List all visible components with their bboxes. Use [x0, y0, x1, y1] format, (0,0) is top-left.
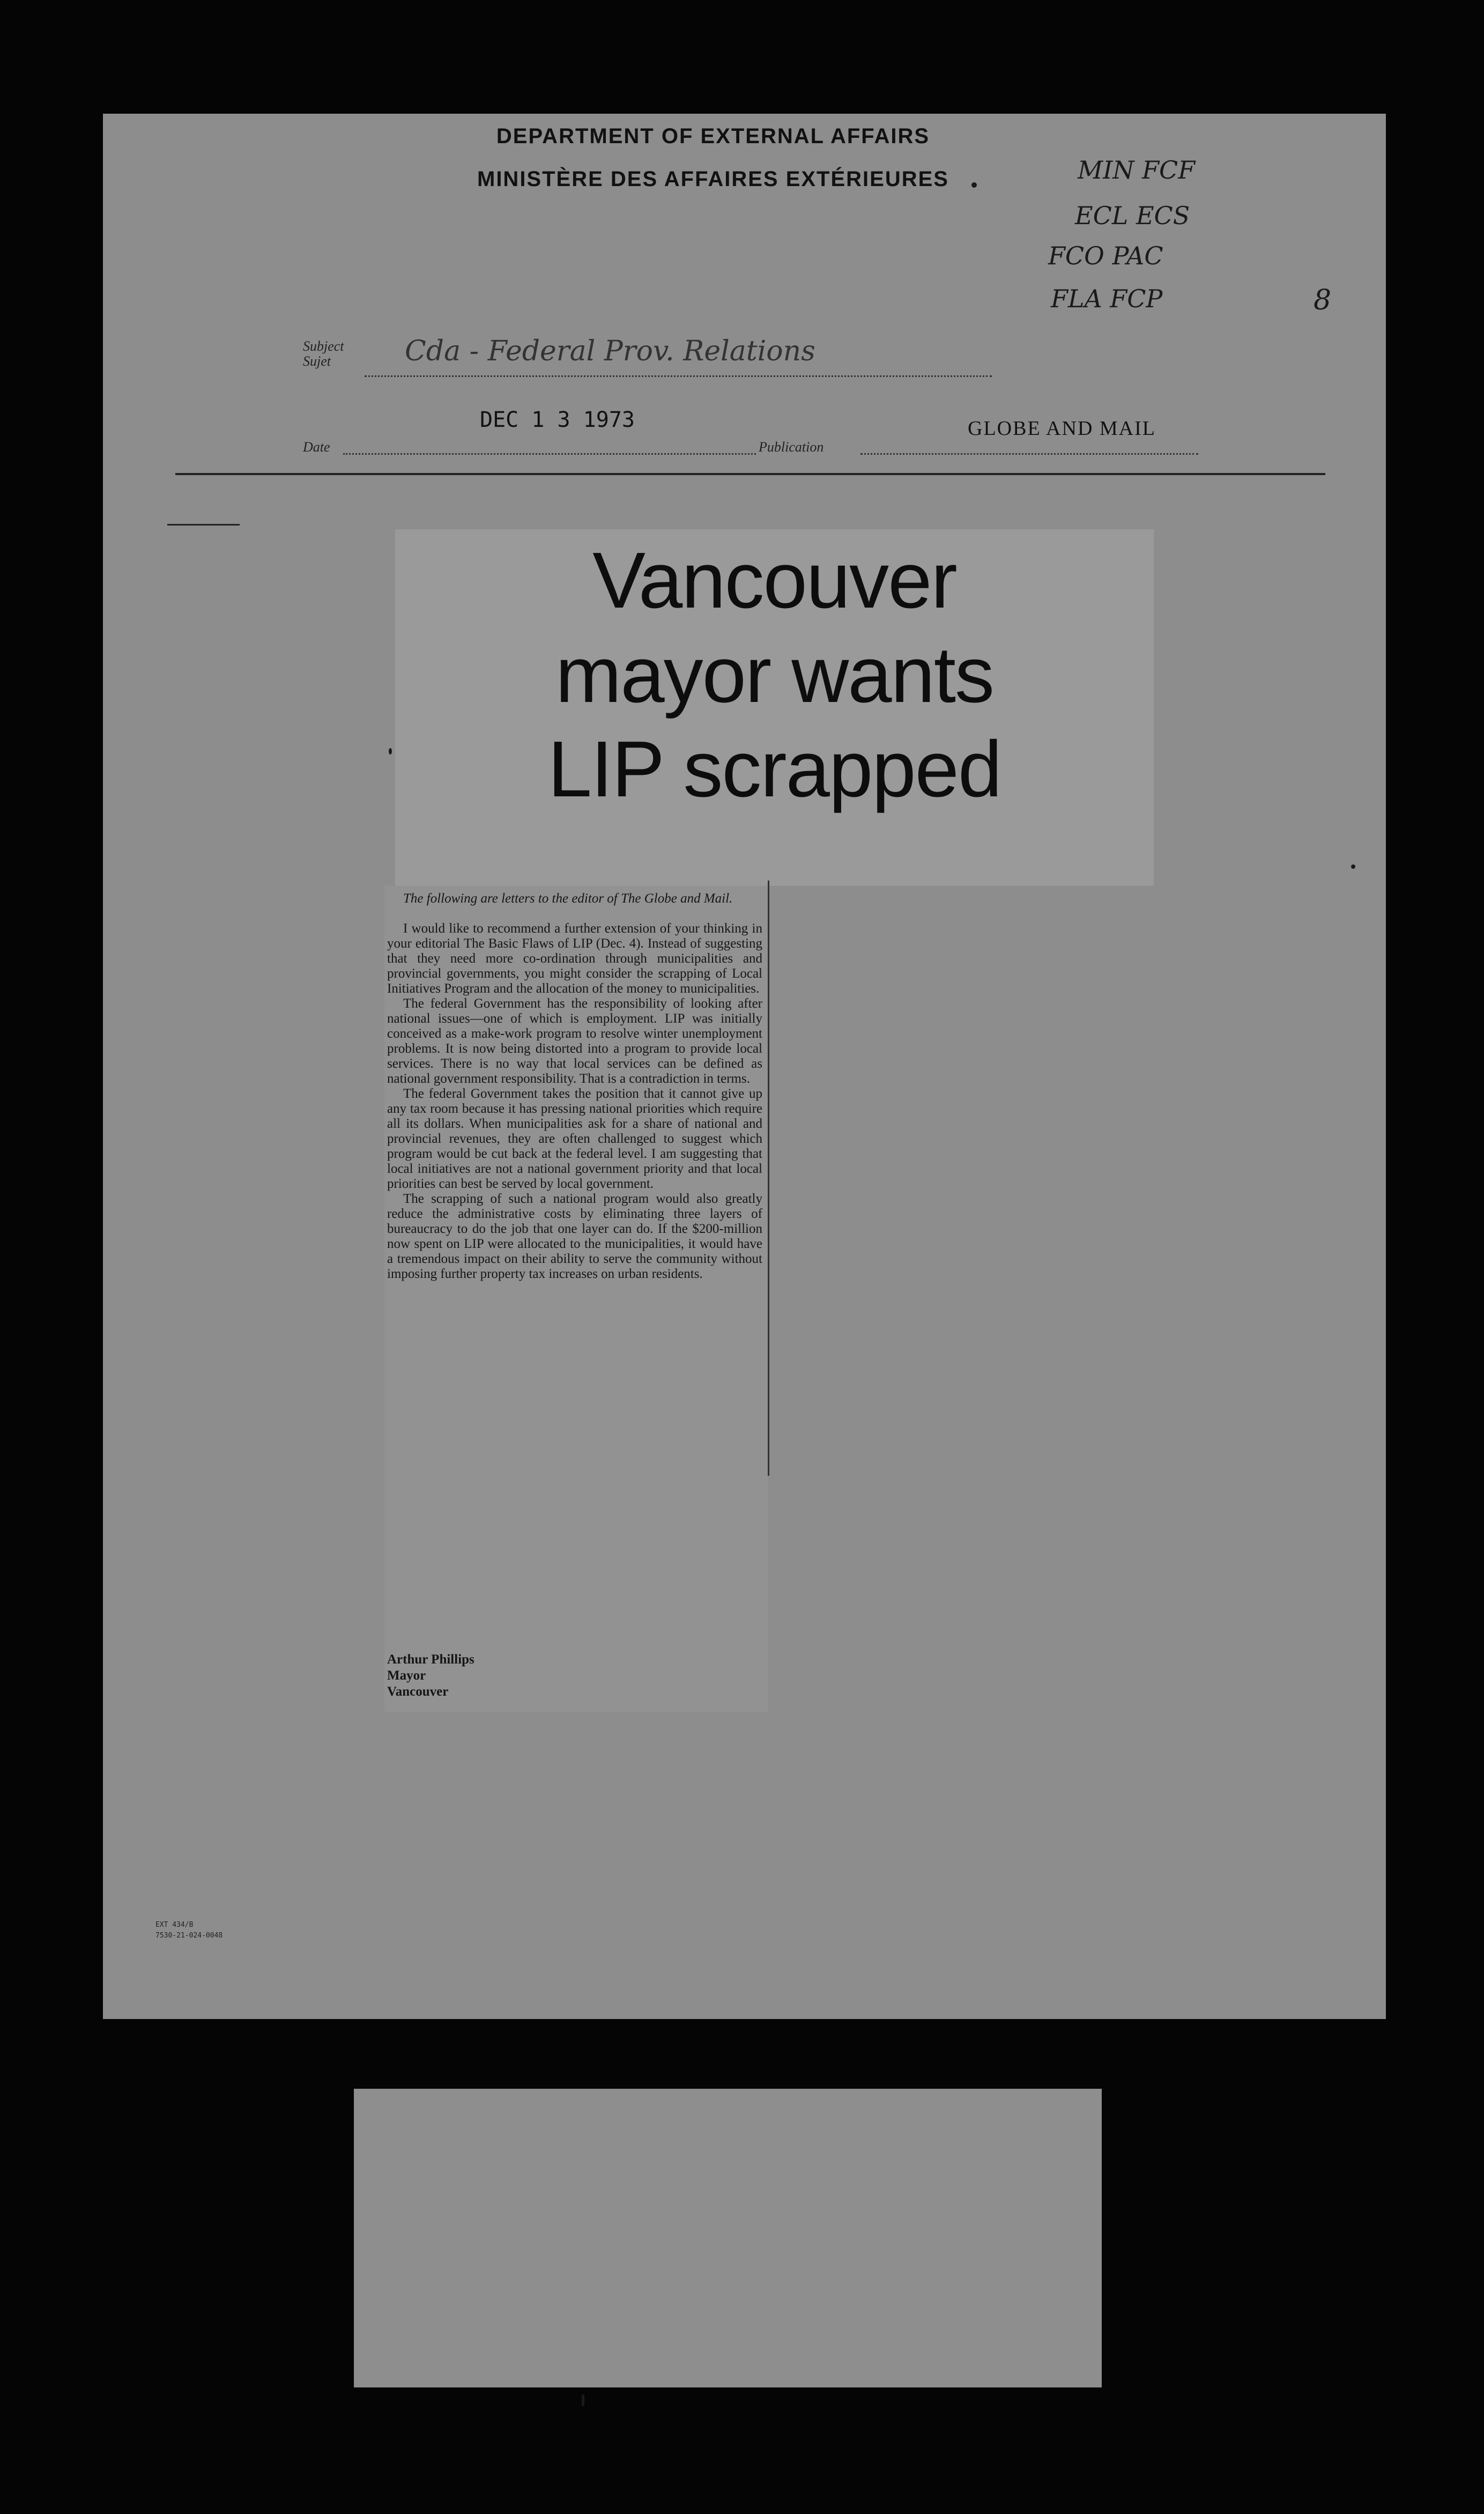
- date-stamp: DEC 1 3 1973: [480, 408, 635, 432]
- routing-line-1: MIN FCF: [1078, 156, 1196, 184]
- signature-name: Arthur Phillips: [387, 1652, 474, 1667]
- article-paragraph-4: The scrapping of such a national program would also greatly reduce the administrative costs by eliminating three layers of bureaucracy to do the job that one layer can do. If the $200-million now spent on LIP were allocated to the municipalities, it would have a tremendous impact on their ability to serve the community without imposing further property tax increases on urban residents.: [387, 1192, 762, 1281]
- scan-speck: [582, 2394, 584, 2406]
- scan-speck: [389, 748, 392, 755]
- article-paragraph-1: I would like to recommend a further extension of your thinking in your editorial The Basic Flaws of LIP (Dec. 4). Instead of suggesting that they need more co-ordination through municipalities and provincial governments, you might consider the scrapping of Local Initiatives Program and the allocation of the money to municipalities.: [387, 921, 762, 996]
- publication-label: Publication: [759, 439, 824, 455]
- form-number-line-2: 7530-21-024-0048: [155, 1932, 223, 1940]
- date-dotted-line: [343, 453, 756, 455]
- headline: [395, 534, 1154, 817]
- header-rule: [175, 473, 1325, 475]
- form-number: [155, 1920, 222, 1941]
- signature-block: [387, 1652, 474, 1700]
- publication-name: GLOBE AND MAIL: [968, 417, 1156, 440]
- headline-line-1: Vancouver: [592, 536, 956, 625]
- routing-number: 8: [1314, 284, 1332, 316]
- signature-city: Vancouver: [387, 1684, 449, 1699]
- subject-value: Cda - Federal Prov. Relations: [405, 335, 815, 367]
- hole-punch-mark: [971, 182, 977, 188]
- blank-back-slip: [354, 2089, 1102, 2387]
- routing-line-2: ECL ECS: [1075, 201, 1190, 230]
- publication-dotted-line: [860, 453, 1198, 455]
- date-label: Date: [303, 439, 330, 455]
- letter-text: [387, 891, 762, 1282]
- headline-line-3: LIP scrapped: [547, 725, 1001, 814]
- signature-title: Mayor: [387, 1668, 426, 1683]
- column-rule: [768, 881, 769, 1476]
- subject-label-en: Subject: [303, 338, 344, 354]
- department-title-fr: MINISTÈRE DES AFFAIRES EXTÉRIEURES: [477, 167, 949, 191]
- article-intro: The following are letters to the editor of The Globe and Mail.: [403, 891, 733, 906]
- routing-line-4: FLA FCP: [1051, 284, 1163, 313]
- article-paragraph-3: The federal Government takes the position that it cannot give up any tax room because it has pressing national priorities which require all its dollars. When municipalities ask for a share of national and provincial revenues, they are often challenged to suggest which program would be cut back at the federal level. I am suggesting that local initiatives are not a national government priority and that local priorities can best be served by local government.: [387, 1086, 762, 1191]
- department-title-en: DEPARTMENT OF EXTERNAL AFFAIRS: [496, 124, 930, 148]
- routing-line-3: FCO PAC: [1048, 241, 1163, 270]
- margin-mark: [167, 524, 240, 526]
- subject-label-fr: Sujet: [303, 353, 331, 369]
- scan-speck: [1351, 864, 1355, 869]
- form-number-line-1: EXT 434/B: [155, 1921, 194, 1929]
- subject-dotted-line: [365, 375, 992, 377]
- article-paragraph-2: The federal Government has the responsibility of looking after national issues—one of which is employment. LIP was initially conceived as a make-work program to resolve winter unemployment problems. It is now being distorted into a program to provide local services. There is no way that local services can be defined as national government responsibility. That is a contradiction in terms.: [387, 996, 762, 1086]
- headline-line-2: mayor wants: [555, 631, 993, 719]
